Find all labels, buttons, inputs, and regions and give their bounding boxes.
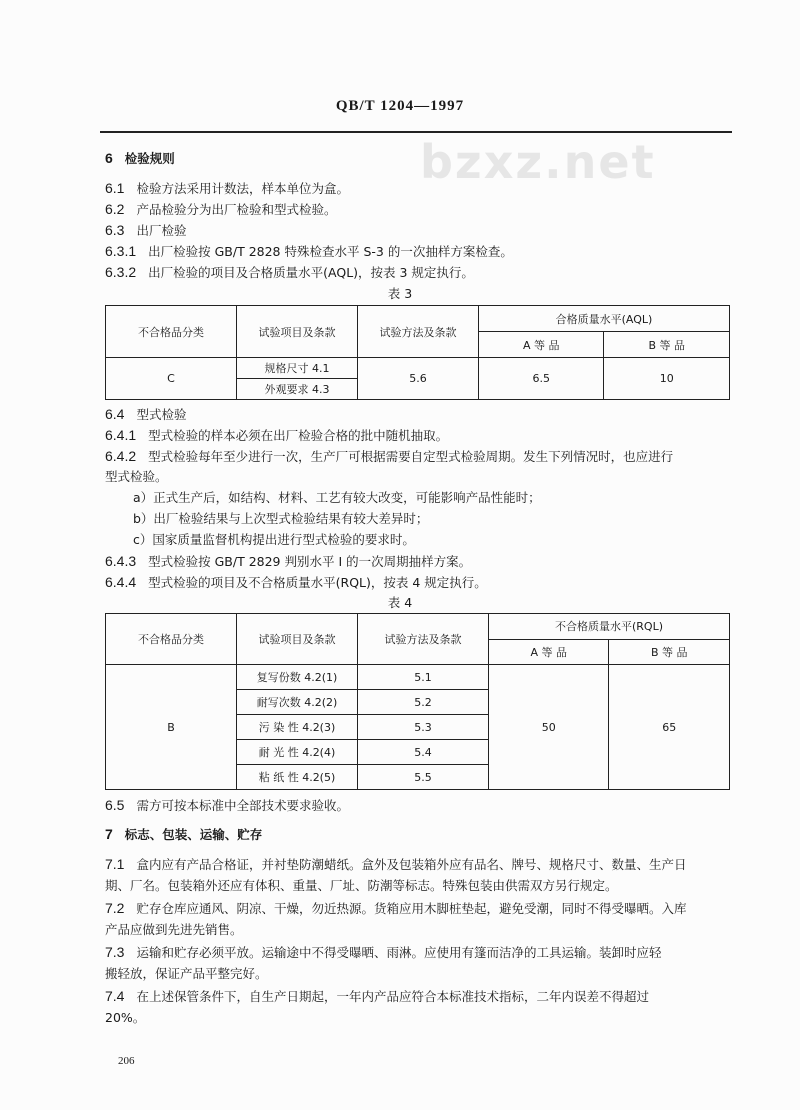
t4-header-method: 试验方法及条款 bbox=[358, 614, 489, 665]
t4-method: 5.2 bbox=[358, 690, 489, 715]
clause-6-4-1: 6.4.1 型式检验的样本必须在出厂检验合格的批中随机抽取。 bbox=[105, 427, 449, 443]
clause-7-2: 7.2 贮存仓库应通风、阴凉、干燥，勿近热源。货箱应用木脚桩垫起，避免受潮，同时不得受曝晒。入库 bbox=[105, 900, 687, 916]
t4-item: 粘 纸 性 4.2(5) bbox=[237, 765, 358, 790]
t3-header-b: B 等 品 bbox=[604, 332, 730, 358]
clause-6-1: 6.1 检验方法采用计数法，样本单位为盒。 bbox=[105, 180, 349, 196]
standard-header: QB/T 1204—1997 bbox=[335, 98, 465, 114]
t3-a: 6.5 bbox=[479, 358, 604, 400]
t3-method: 5.6 bbox=[358, 358, 479, 400]
clause-7-4-cont: 20%。 bbox=[105, 1010, 146, 1025]
header-rule bbox=[100, 131, 732, 133]
t3-header-method: 试验方法及条款 bbox=[358, 306, 479, 358]
clause-6-4-3: 6.4.3 型式检验按 GB/T 2829 判别水平 Ⅰ 的一次周期抽样方案。 bbox=[105, 553, 472, 569]
clause-6-3-1: 6.3.1 出厂检验按 GB/T 2828 特殊检查水平 S-3 的一次抽样方案检查。 bbox=[105, 243, 513, 259]
table-row bbox=[106, 665, 730, 690]
clause-7-4: 7.4 在上述保管条件下，自生产日期起，一年内产品应符合本标准技术指标，二年内误差不得超过 bbox=[105, 988, 649, 1004]
t3-class: C bbox=[106, 358, 237, 400]
table-4 bbox=[105, 613, 730, 790]
t4-header-level: 不合格质量水平(RQL) bbox=[489, 614, 730, 640]
t4-class: B bbox=[106, 665, 237, 790]
t4-header-item: 试验项目及条款 bbox=[237, 614, 358, 665]
list-item-c: c）国家质量监督机构提出进行型式检验的要求时。 bbox=[133, 532, 415, 547]
t3-header-a: A 等 品 bbox=[479, 332, 604, 358]
clause-6-3: 6.3 出厂检验 bbox=[105, 222, 187, 238]
t3-header-level: 合格质量水平(AQL) bbox=[479, 306, 730, 332]
clause-7-3-cont: 搬轻放，保证产品平整完好。 bbox=[105, 966, 268, 981]
section-6-heading: 6 检验规则 bbox=[105, 150, 175, 166]
clause-7-1-cont: 期、厂名。包装箱外还应有体积、重量、厂址、防潮等标志。特殊包装由供需双方另行规定。 bbox=[105, 878, 618, 893]
watermark: bzxz.net bbox=[420, 135, 656, 189]
t4-method: 5.4 bbox=[358, 740, 489, 765]
t3-b: 10 bbox=[604, 358, 730, 400]
t4-item: 复写份数 4.2(1) bbox=[237, 665, 358, 690]
table-4-caption: 表 4 bbox=[387, 595, 413, 610]
clause-7-3: 7.3 运输和贮存必须平放。运输途中不得受曝晒、雨淋。应使用有篷而洁净的工具运输。装卸时应轻 bbox=[105, 944, 662, 960]
list-item-a: a）正式生产后，如结构、材料、工艺有较大改变，可能影响产品性能时； bbox=[133, 490, 541, 505]
section-7-heading: 7 标志、包装、运输、贮存 bbox=[105, 826, 263, 842]
clause-6-4-2-cont: 型式检验。 bbox=[105, 469, 168, 484]
t3-item: 规格尺寸 4.1 bbox=[237, 358, 358, 379]
t4-header-b: B 等 品 bbox=[609, 639, 730, 665]
t4-b: 65 bbox=[609, 665, 730, 790]
t4-method: 5.5 bbox=[358, 765, 489, 790]
clause-6-2: 6.2 产品检验分为出厂检验和型式检验。 bbox=[105, 201, 337, 217]
t4-item: 污 染 性 4.2(3) bbox=[237, 715, 358, 740]
t4-method: 5.1 bbox=[358, 665, 489, 690]
clause-6-5: 6.5 需方可按本标准中全部技术要求验收。 bbox=[105, 797, 349, 813]
t3-header-item: 试验项目及条款 bbox=[237, 306, 358, 358]
clause-6-3-2: 6.3.2 出厂检验的项目及合格质量水平(AQL)，按表 3 规定执行。 bbox=[105, 264, 474, 280]
t3-item: 外观要求 4.3 bbox=[237, 379, 358, 400]
t4-header-class: 不合格品分类 bbox=[106, 614, 237, 665]
clause-6-4-2: 6.4.2 型式检验每年至少进行一次，生产厂可根据需要自定型式检验周期。发生下列情况时，也应进行 bbox=[105, 448, 674, 464]
t4-item: 耐 光 性 4.2(4) bbox=[237, 740, 358, 765]
clause-7-2-cont: 产品应做到先进先销售。 bbox=[105, 922, 243, 937]
clause-7-1: 7.1 盒内应有产品合格证，并衬垫防潮蜡纸。盒外及包装箱外应有品名、牌号、规格尺寸、数量、生产日 bbox=[105, 856, 687, 872]
list-item-b: b）出厂检验结果与上次型式检验结果有较大差异时； bbox=[133, 511, 429, 526]
t3-header-class: 不合格品分类 bbox=[106, 306, 237, 358]
clause-6-4-4: 6.4.4 型式检验的项目及不合格质量水平(RQL)，按表 4 规定执行。 bbox=[105, 574, 487, 590]
t4-a: 50 bbox=[489, 665, 609, 790]
t4-header-a: A 等 品 bbox=[489, 639, 609, 665]
t4-method: 5.3 bbox=[358, 715, 489, 740]
table-3-caption: 表 3 bbox=[387, 286, 413, 301]
table-3 bbox=[105, 305, 730, 400]
page-number: 206 bbox=[118, 1055, 135, 1067]
t4-item: 耐写次数 4.2(2) bbox=[237, 690, 358, 715]
clause-6-4: 6.4 型式检验 bbox=[105, 406, 187, 422]
